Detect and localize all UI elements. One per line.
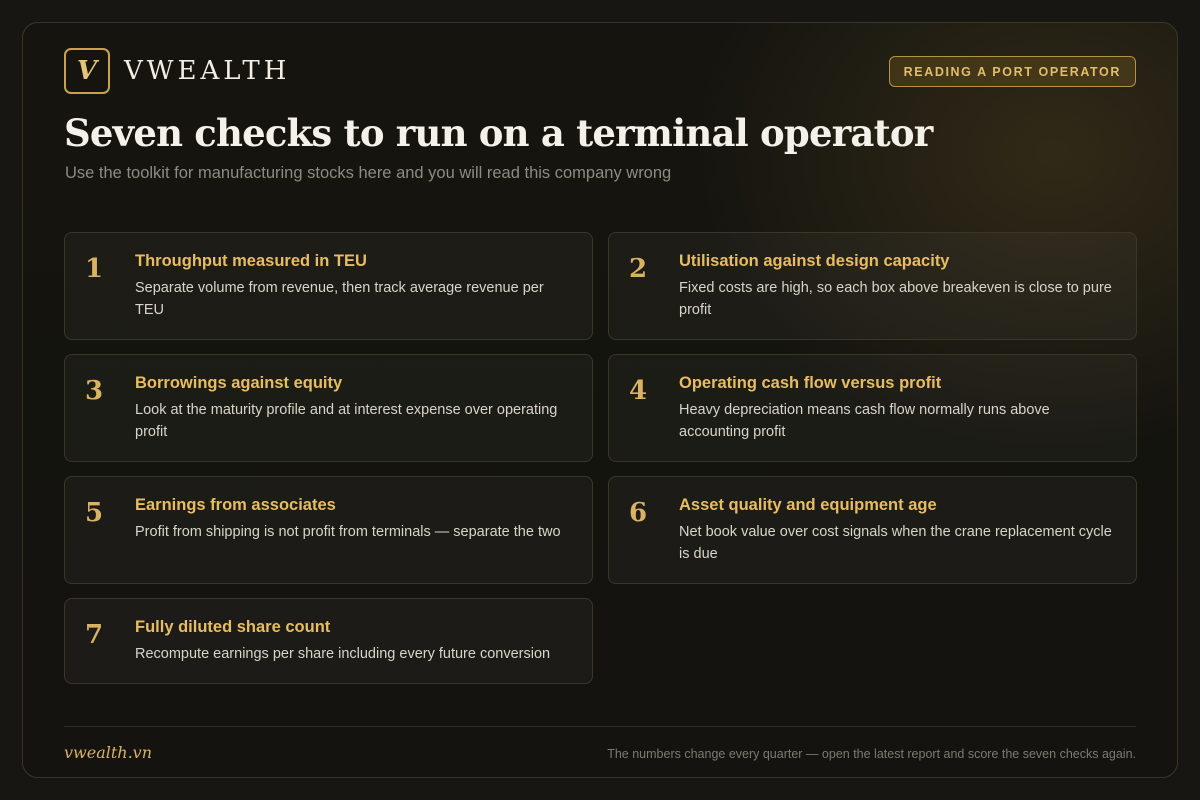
- check-card-1: [64, 232, 593, 340]
- check-title: Operating cash flow versus profit: [679, 374, 942, 392]
- check-card-6: [608, 476, 1137, 584]
- check-number: 5: [85, 498, 104, 528]
- brand-logo: [64, 48, 290, 94]
- check-number: 4: [629, 376, 648, 406]
- brand-name: VWEALTH: [124, 56, 291, 86]
- check-description: Separate volume from revenue, then track average revenue per TEU: [135, 280, 544, 318]
- check-title: Asset quality and equipment age: [679, 496, 937, 514]
- check-number: 3: [85, 376, 104, 406]
- check-number: 7: [85, 620, 104, 650]
- check-number: 1: [85, 254, 104, 284]
- check-title: Fully diluted share count: [135, 618, 331, 636]
- infographic-frame: [22, 22, 1178, 778]
- check-description: Heavy depreciation means cash flow normally runs above accounting profit: [679, 402, 1050, 440]
- footer-divider: [64, 726, 1136, 727]
- checks-grid: [64, 232, 1137, 684]
- check-title: Borrowings against equity: [135, 374, 343, 392]
- check-description: Look at the maturity profile and at interest expense over operating profit: [135, 402, 558, 440]
- check-card-2: [608, 232, 1137, 340]
- check-title: Throughput measured in TEU: [135, 252, 367, 270]
- check-description: Fixed costs are high, so each box above breakeven is close to pure profit: [679, 280, 1112, 318]
- check-card-3: [64, 354, 593, 462]
- check-card-7: [64, 598, 593, 684]
- check-number: 2: [629, 254, 648, 284]
- check-description: Net book value over cost signals when the crane replacement cycle is due: [679, 524, 1112, 562]
- page-subtitle: Use the toolkit for manufacturing stocks here and you will read this company wrong: [65, 164, 672, 182]
- footer-site-link[interactable]: vwealth.vn: [64, 743, 153, 762]
- check-number: 6: [629, 498, 648, 528]
- check-title: Utilisation against design capacity: [679, 252, 950, 270]
- check-description: Recompute earnings per share including every future conversion: [135, 646, 551, 662]
- footer-note: The numbers change every quarter — open the latest report and score the seven checks again.: [607, 747, 1136, 761]
- check-card-4: [608, 354, 1137, 462]
- check-card-5: [64, 476, 593, 584]
- topic-badge: READING A PORT OPERATOR: [889, 56, 1136, 87]
- logo-mark-icon: V: [64, 48, 110, 94]
- check-description: Profit from shipping is not profit from terminals — separate the two: [135, 524, 561, 540]
- check-title: Earnings from associates: [135, 496, 336, 514]
- page-title: Seven checks to run on a terminal operator: [64, 111, 933, 155]
